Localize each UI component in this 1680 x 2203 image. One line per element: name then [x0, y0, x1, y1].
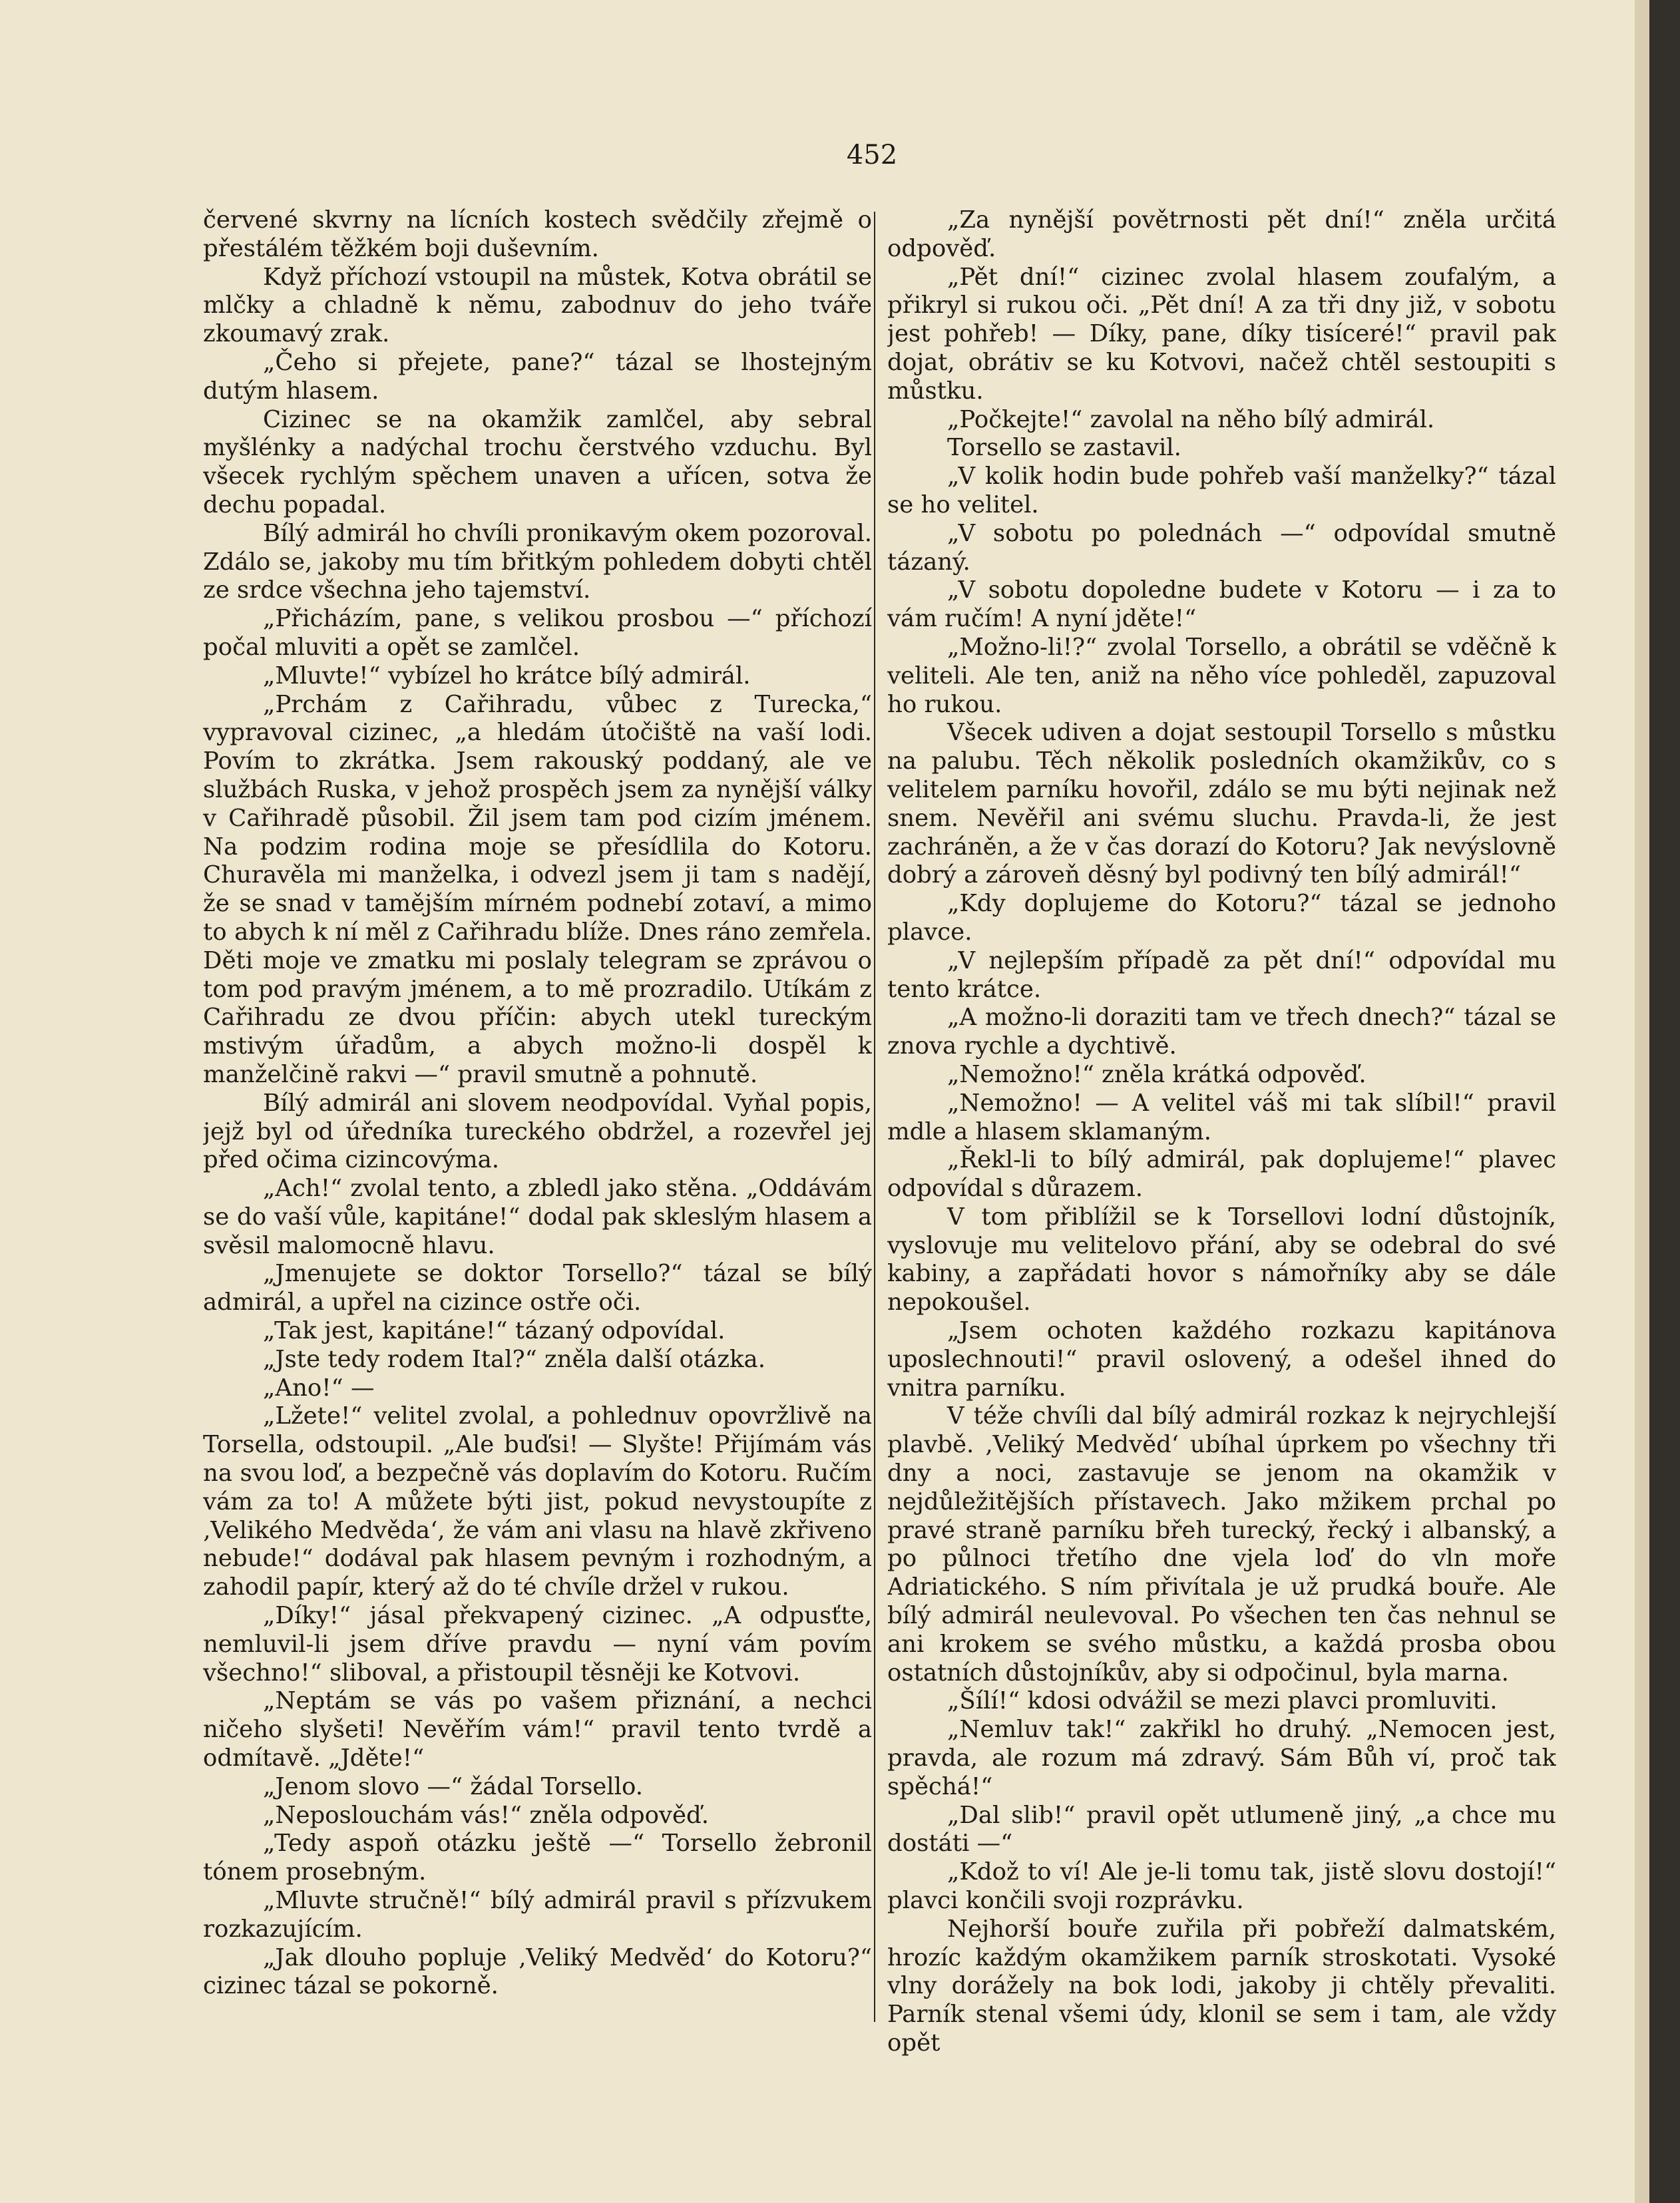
paragraph: červené skvrny na lícních kostech svědčily zřejmě o přestálém těžkém boji duševním. [203, 206, 872, 262]
paragraph: „V sobotu dopoledne budete v Kotoru — i za to vám ručím! A nyní jděte!“ [887, 576, 1556, 633]
paragraph: Když příchozí vstoupil na můstek, Kotva obrátil se mlčky a chladně k němu, zabodnuv do jeho tváře zkoumavý zrak. [203, 263, 872, 348]
paragraph: „Jmenujete se doktor Torsello?“ tázal se bílý admirál, a upřel na cizince ostře oči. [203, 1260, 872, 1316]
paragraph: „Mluvte!“ vybízel ho krátce bílý admirál. [263, 662, 751, 690]
paragraph: „Za nynější povětrnosti pět dní!“ zněla určitá odpověď. [887, 206, 1556, 262]
paragraph: „Možno-li!?“ zvolal Torsello, a obrátil se vděčně k veliteli. Ale ten, aniž na něho více pohleděl, zapuzoval ho rukou. [887, 633, 1556, 718]
paragraph: „V kolik hodin bude pohřeb vaší manželky?“ tázal se ho velitel. [887, 463, 1556, 518]
paragraph: „Dal slib!“ pravil opět utlumeně jiný, „a chce mu dostáti —“ [887, 1801, 1556, 1858]
paragraph: „Ach!“ zvolal tento, a zbledl jako stěna. „Oddávám se do vaší vůle, kapitáne!“ dodal pak skleslým hlasem a svěsil malomocně hlavu. [203, 1175, 872, 1259]
paragraph: „Jak dlouho popluje ‚Veliký Medvěd‘ do Kotoru?“ cizinec tázal se pokorně. [203, 1943, 872, 2000]
paragraph: „Díky!“ jásal překvapený cizinec. „A odpusťte, nemluvil-li jsem dříve pravdu — nyní vám povím všechno!“ sliboval, a přistoupil těsněji ke Kotvovi. [203, 1602, 872, 1687]
paragraph: „Pět dní!“ cizinec zvolal hlasem zoufalým, a přikryl si rukou oči. „Pět dní! A za tři dny již, v sobotu jest pohřeb! — Díky, pane, díky tisíceré!“ pravil pak dojat, obrátiv se ku Kotvovi, načež chtěl sestoupiti s můstku. [887, 263, 1556, 405]
paragraph: „Řekl-li to bílý admirál, pak doplujeme!“ plavec odpovídal s důrazem. [887, 1146, 1556, 1203]
column-divider [874, 212, 875, 2022]
paragraph: „A možno-li doraziti tam ve třech dnech?“ tázal se znova rychle a dychtivě. [887, 1004, 1556, 1060]
paragraph: „Nemožno! — A velitel váš mi tak slíbil!“ pravil mdle a hlasem sklamaným. [887, 1089, 1556, 1145]
paragraph: Cizinec se na okamžik zamlčel, aby sebral myšlénky a nadýchal trochu čerstvého vzduchu. Byl všecek rychlým spěchem unaven a uřícen, sotva že dechu popadal. [203, 405, 872, 518]
paragraph: „Přicházím, pane, s velikou prosbou —“ příchozí počal mluviti a opět se zamlčel. [203, 605, 872, 661]
paragraph: „Mluvte stručně!“ bílý admirál pravil s přízvukem rozkazujícím. [203, 1887, 872, 1943]
paragraph: V téže chvíli dal bílý admirál rozkaz k nejrychlejší plavbě. ‚Veliký Medvěd‘ ubíhal úprkem po všechny tři dny a noci, zastavuje se jenom na okamžik v nejdůležitějších přístavech. Jako mžikem prchal po pravé straně parníku břeh turecký, řecký i albanský, a po půlnoci třetího dne vjela loď do vln moře Adriatického. S ním přivítala je už prudká bouře. Ale bílý admirál neulevoval. Po všechen ten čas nehnul se ani krokem se svého můstku, a každá prosba obou ostatních důstojníkův, aby si odpočinul, byla marna. [887, 1402, 1556, 1687]
paragraph: Bílý admirál ho chvíli pronikavým okem pozoroval. Zdálo se, jakoby mu tím břitkým pohledem dobyti chtěl ze srdce všechna jeho tajemství. [203, 519, 872, 604]
paragraph: Bílý admirál ani slovem neodpovídal. Vyňal popis, jejž byl od úředníka tureckého obdržel, a rozevřel jej před očima cizincovýma. [203, 1089, 872, 1174]
paragraph: „Kdy doplujeme do Kotoru?“ tázal se jednoho plavce. [887, 890, 1556, 946]
paragraph: „Jenom slovo —“ žádal Torsello. [263, 1772, 644, 1800]
paragraph: „Neposlouchám vás!“ zněla odpověď. [263, 1801, 710, 1829]
paragraph: „Nemluv tak!“ zakřikl ho druhý. „Nemocen jest, pravda, ale rozum má zdravý. Sám Bůh ví, proč tak spěchá!“ [887, 1716, 1556, 1800]
paragraph: „Jsem ochoten každého rozkazu kapitánova uposlechnouti!“ pravil oslovený, a odešel ihned do vnitra parníku. [887, 1317, 1556, 1402]
paragraph: „V sobotu po polednách —“ odpovídal smutně tázaný. [887, 519, 1556, 576]
paragraph: „Tak jest, kapitáne!“ tázaný odpovídal. [263, 1317, 726, 1345]
paragraph: „Prchám z Cařihradu, vůbec z Turecka,“ vypravoval cizinec, „a hledám útočiště na vaší lodi. Povím to zkrátka. Jsem rakouský poddaný, ale ve službách Ruska, v jehož prospěch jsem za nynější války v Cařihradě působil. Žil jsem tam pod cizím jménem. Na podzim rodina moje se přesídlila do Kotoru. Churavěla mi manželka, i odvezl jsem ji tam s nadějí, že se snad v tamějším mírném podnebí zotaví, a mimo to abych k ní měl z Cařihradu blíže. Dnes ráno zemřela. Děti moje ve zmatku mi poslaly telegram se zprávou o tom pod pravým jménem, a to mě prozradilo. Utíkám z Cařihradu ze dvou příčin: abych utekl tureckým mstivým úřadům, a abych možno-li dospěl k manželčině rakvi —“ pravil smutně a pohnutě. [203, 690, 872, 1088]
paragraph: „V nejlepším případě za pět dní!“ odpovídal mu tento krátce. [887, 946, 1556, 1003]
paragraph: „Šílí!“ kdosi odvážil se mezi plavci promluviti. [947, 1687, 1498, 1715]
paragraph: „Ano!“ — [263, 1374, 375, 1402]
paragraph: Torsello se zastavil. [947, 434, 1181, 462]
page-number: 452 [846, 140, 898, 170]
paragraph: Nejhorší bouře zuřila při pobřeží dalmatském, hrozíc každým okamžikem parník stroskotati. Vysoké vlny dorážely na bok lodi, jakoby ji chtěly převaliti. Parník stenal všemi údy, klonil se sem i tam, ale vždy opět [887, 1915, 1556, 2057]
paragraph: „Čeho si přejete, pane?“ tázal se lhostejným dutým hlasem. [203, 348, 872, 405]
paragraph: „Lžete!“ velitel zvolal, a pohlednuv opovržlivě na Torsella, odstoupil. „Ale buďsi! — Slyšte! Přijímám vás na svou loď, a bezpečně vás doplavím do Kotoru. Ručím vám za to! A můžete býti jist, pokud nevystoupíte z ‚Velikého Medvěda‘, že vám ani vlasu na hlavě zkřiveno nebude!“ dodával pak hlasem pevným i rozhodným, a zahodil papír, který až do té chvíle držel v rukou. [203, 1402, 872, 1601]
paragraph: „Počkejte!“ zavolal na něho bílý admirál. [947, 405, 1435, 433]
paragraph: „Neptám se vás po vašem přiznání, a nechci ničeho slyšeti! Nevěřím vám!“ pravil tento tvrdě a odmítavě. „Jděte!“ [203, 1687, 872, 1772]
paragraph: Všecek udiven a dojat sestoupil Torsello s můstku na palubu. Těch několik posledních okamžikův, co s velitelem parníku hovořil, zdálo se mu býti nejinak než snem. Nevěřil ani svému sluchu. Pravda-li, že jest zachráněn, a že v čas dorazí do Kotoru? Jak nevýslovně dobrý a zároveň děsný byl podivný ten bílý admirál!“ [887, 719, 1556, 889]
paragraph: „Tedy aspoň otázku ještě —“ Torsello žebronil tónem prosebným. [203, 1830, 872, 1886]
right-column [887, 206, 1556, 2070]
paragraph: „Kdož to ví! Ale je-li tomu tak, jistě slovu dostojí!“ plavci končili svoji rozprávku. [887, 1858, 1556, 1915]
paragraph: V tom přiblížil se k Torsellovi lodní důstojník, vyslovuje mu velitelovo přání, aby se odebral do své kabiny, a zapřádati hovor s námořníky aby se dále nepokoušel. [887, 1203, 1556, 1316]
paragraph: „Jste tedy rodem Ital?“ zněla další otázka. [263, 1345, 765, 1373]
paragraph: „Nemožno!“ zněla krátká odpověď. [947, 1060, 1366, 1088]
page-edge [1635, 0, 1649, 2203]
left-column [203, 206, 872, 2070]
